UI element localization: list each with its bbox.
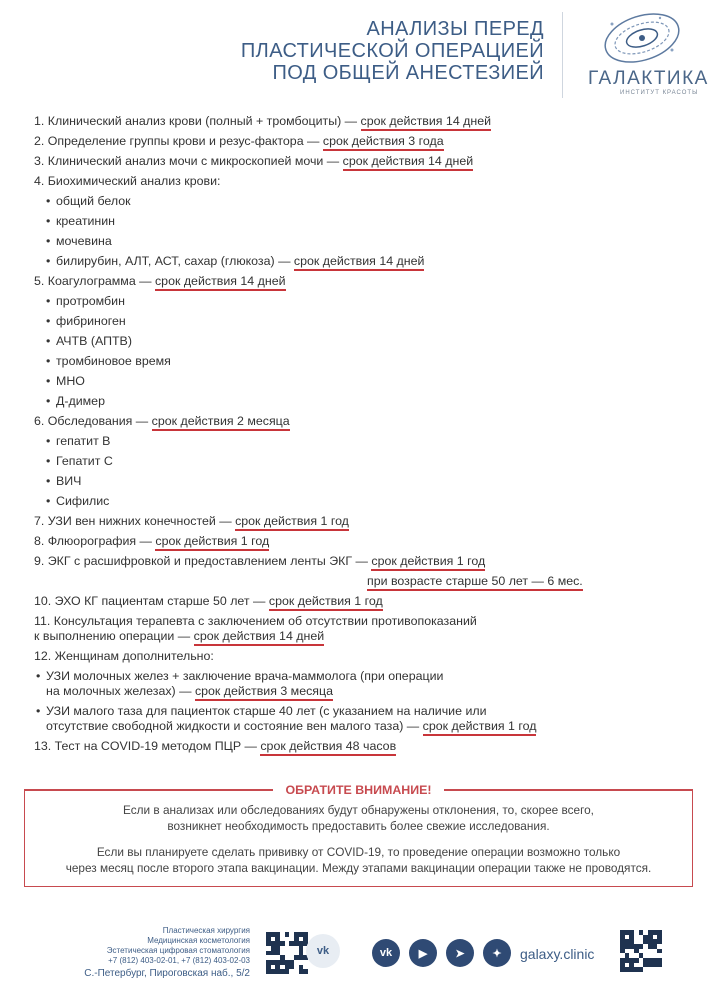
list-item <box>34 702 694 717</box>
list-item <box>34 592 694 612</box>
item-text: Гепатит С <box>56 454 113 468</box>
star-icon[interactable]: ✦ <box>483 939 511 967</box>
list-item <box>34 717 694 737</box>
validity-period: срок действия 1 год <box>269 594 383 611</box>
item-text: МНО <box>56 374 85 388</box>
list-item <box>34 512 694 532</box>
validity-period: срок действия 3 месяца <box>195 684 333 701</box>
validity-period: срок действия 14 дней <box>361 114 492 131</box>
brand-tagline: ИНСТИТУТ КРАСОТЫ <box>620 90 699 96</box>
list-subitem <box>34 212 694 232</box>
header-divider <box>562 12 563 98</box>
bullet-icon: • <box>46 254 51 268</box>
title-line: ПОД ОБЩЕЙ АНЕСТЕЗИЕЙ <box>272 62 544 84</box>
bullet-icon: • <box>46 354 51 368</box>
item-text: АЧТВ (АПТВ) <box>56 334 132 348</box>
notice-box <box>24 783 693 887</box>
validity-period: срок действия 14 дней <box>343 154 474 171</box>
footer-contacts <box>10 926 250 979</box>
notice-paragraph: Если вы планируете сделать прививку от COVID-19, то проведение операции возможно только через месяц после второго этапа вакцинации. Между этапами вакцинации операции также не проводятся. <box>65 845 652 875</box>
item-text: 8. Флюорография — <box>34 534 156 548</box>
item-text: УЗИ малого таза для пациенток старше 40 лет (с указанием на наличие или <box>46 704 487 718</box>
bullet-icon: • <box>46 394 51 408</box>
list-item <box>34 572 694 592</box>
bullet-icon: • <box>46 494 51 508</box>
bullet-icon: • <box>46 194 51 208</box>
item-text: 10. ЭХО КГ пациентам старше 50 лет — <box>34 594 269 608</box>
validity-period: срок действия 48 часов <box>260 739 396 756</box>
brand-logo <box>580 10 709 100</box>
item-text: общий белок <box>56 194 131 208</box>
list-subitem <box>34 252 694 272</box>
list-subitem <box>34 472 694 492</box>
service-label: Пластическая хирургия <box>162 926 250 935</box>
item-text: 7. УЗИ вен нижних конечностей — <box>34 514 236 528</box>
list-item <box>34 532 694 552</box>
validity-period: срок действия 1 год <box>371 554 485 571</box>
vk-icon[interactable]: vk <box>372 939 400 967</box>
qr-code-icon[interactable] <box>620 930 662 972</box>
analysis-list <box>34 112 694 757</box>
item-text: фибриноген <box>56 314 126 328</box>
list-item <box>34 152 694 172</box>
list-item <box>34 682 694 702</box>
phone-numbers: +7 (812) 403-02-01, +7 (812) 403-02-03 <box>108 956 250 965</box>
item-text: Д-димер <box>56 394 105 408</box>
vk-badge-icon[interactable]: vk <box>306 934 340 968</box>
validity-period: срок действия 1 год <box>235 514 349 531</box>
address: С.-Петербург, Пироговская наб., 5/2 <box>84 968 250 979</box>
item-text: креатинин <box>56 214 116 228</box>
item-text: протромбин <box>56 294 125 308</box>
item-text: тромбиновое время <box>56 354 171 368</box>
list-item <box>34 412 694 432</box>
item-text: отсутствие свободной жидкости и состояние вен малого таза) — <box>46 719 423 733</box>
list-item <box>34 627 694 647</box>
list-item <box>34 612 694 627</box>
item-text: на молочных железах) — <box>46 684 195 698</box>
bullet-icon: • <box>36 669 41 683</box>
item-text: 13. Тест на COVID-19 методом ПЦР — <box>34 739 261 753</box>
notice-paragraph: Если в анализах или обследованиях будут обнаружены отклонения, то, скорее всего, возникнет необходимость предоставить более свежие исследования. <box>123 803 594 833</box>
title-line: АНАЛИЗЫ ПЕРЕД <box>366 18 544 40</box>
item-text: Сифилис <box>56 494 110 508</box>
bullet-icon: • <box>46 334 51 348</box>
list-item <box>34 132 694 152</box>
validity-period: при возрасте старше 50 лет — 6 мес. <box>367 574 583 591</box>
item-text: 2. Определение группы крови и резус-фактора — <box>34 134 323 148</box>
title-line: ПЛАСТИЧЕСКОЙ ОПЕРАЦИЕЙ <box>240 40 544 62</box>
list-subitem <box>34 192 694 212</box>
list-subitem <box>34 352 694 372</box>
qr-code-icon[interactable] <box>266 932 308 974</box>
item-text: к выполнению операции — <box>34 629 194 643</box>
item-text: гепатит В <box>56 434 111 448</box>
item-text: ВИЧ <box>56 474 82 488</box>
validity-period: срок действия 2 месяца <box>152 414 290 431</box>
bullet-icon: • <box>46 374 51 388</box>
notice-title: ОБРАТИТЕ ВНИМАНИЕ! <box>285 783 432 797</box>
validity-period: срок действия 3 года <box>323 134 444 151</box>
item-text: 6. Обследования — <box>34 414 152 428</box>
youtube-icon[interactable]: ▶ <box>409 939 437 967</box>
website-link[interactable]: galaxy.clinic <box>520 946 595 962</box>
bullet-icon: • <box>46 454 51 468</box>
item-text: 3. Клинический анализ мочи с микроскопией мочи — <box>34 154 343 168</box>
list-subitem <box>34 432 694 452</box>
item-text: мочевина <box>56 234 112 248</box>
list-item <box>34 667 694 682</box>
validity-period: срок действия 1 год <box>423 719 537 736</box>
validity-period: срок действия 14 дней <box>294 254 425 271</box>
list-item <box>34 172 694 192</box>
list-subitem <box>34 452 694 472</box>
validity-period: срок действия 14 дней <box>155 274 286 291</box>
list-subitem <box>34 332 694 352</box>
validity-period: срок действия 1 год <box>155 534 269 551</box>
list-item <box>34 737 694 757</box>
bullet-icon: • <box>46 214 51 228</box>
item-text: 9. ЭКГ с расшифровкой и предоставлением ленты ЭКГ — <box>34 554 372 568</box>
list-item <box>34 552 694 572</box>
item-text: билирубин, АЛТ, АСТ, сахар (глюкоза) — <box>56 254 294 268</box>
service-label: Эстетическая цифровая стоматология <box>106 946 250 955</box>
service-label: Медицинская косметология <box>147 936 250 945</box>
bullet-icon: • <box>46 234 51 248</box>
brand-name: ГАЛАКТИКА <box>588 68 709 89</box>
list-item <box>34 112 694 132</box>
item-text: 4. Биохимический анализ крови: <box>34 174 221 188</box>
bullet-icon: • <box>46 434 51 448</box>
validity-period: срок действия 14 дней <box>194 629 325 646</box>
list-item <box>34 272 694 292</box>
item-text: 12. Женщинам дополнительно: <box>34 649 214 663</box>
item-text: 5. Коагулограмма — <box>34 274 155 288</box>
list-subitem <box>34 292 694 312</box>
list-subitem <box>34 372 694 392</box>
bullet-icon: • <box>36 704 41 718</box>
telegram-icon[interactable]: ➤ <box>446 939 474 967</box>
item-text: УЗИ молочных желез + заключение врача-маммолога (при операции <box>46 669 444 683</box>
list-subitem <box>34 312 694 332</box>
list-subitem <box>34 492 694 512</box>
galaxy-logo-icon <box>590 10 690 66</box>
item-text: 1. Клинический анализ крови (полный + тромбоциты) — <box>34 114 361 128</box>
list-subitem <box>34 392 694 412</box>
bullet-icon: • <box>46 294 51 308</box>
list-subitem <box>34 232 694 252</box>
bullet-icon: • <box>46 474 51 488</box>
bullet-icon: • <box>46 314 51 328</box>
list-item <box>34 647 694 667</box>
item-text: 11. Консультация терапевта с заключением об отсутствии противопоказаний <box>34 614 477 628</box>
page-title <box>124 18 544 84</box>
